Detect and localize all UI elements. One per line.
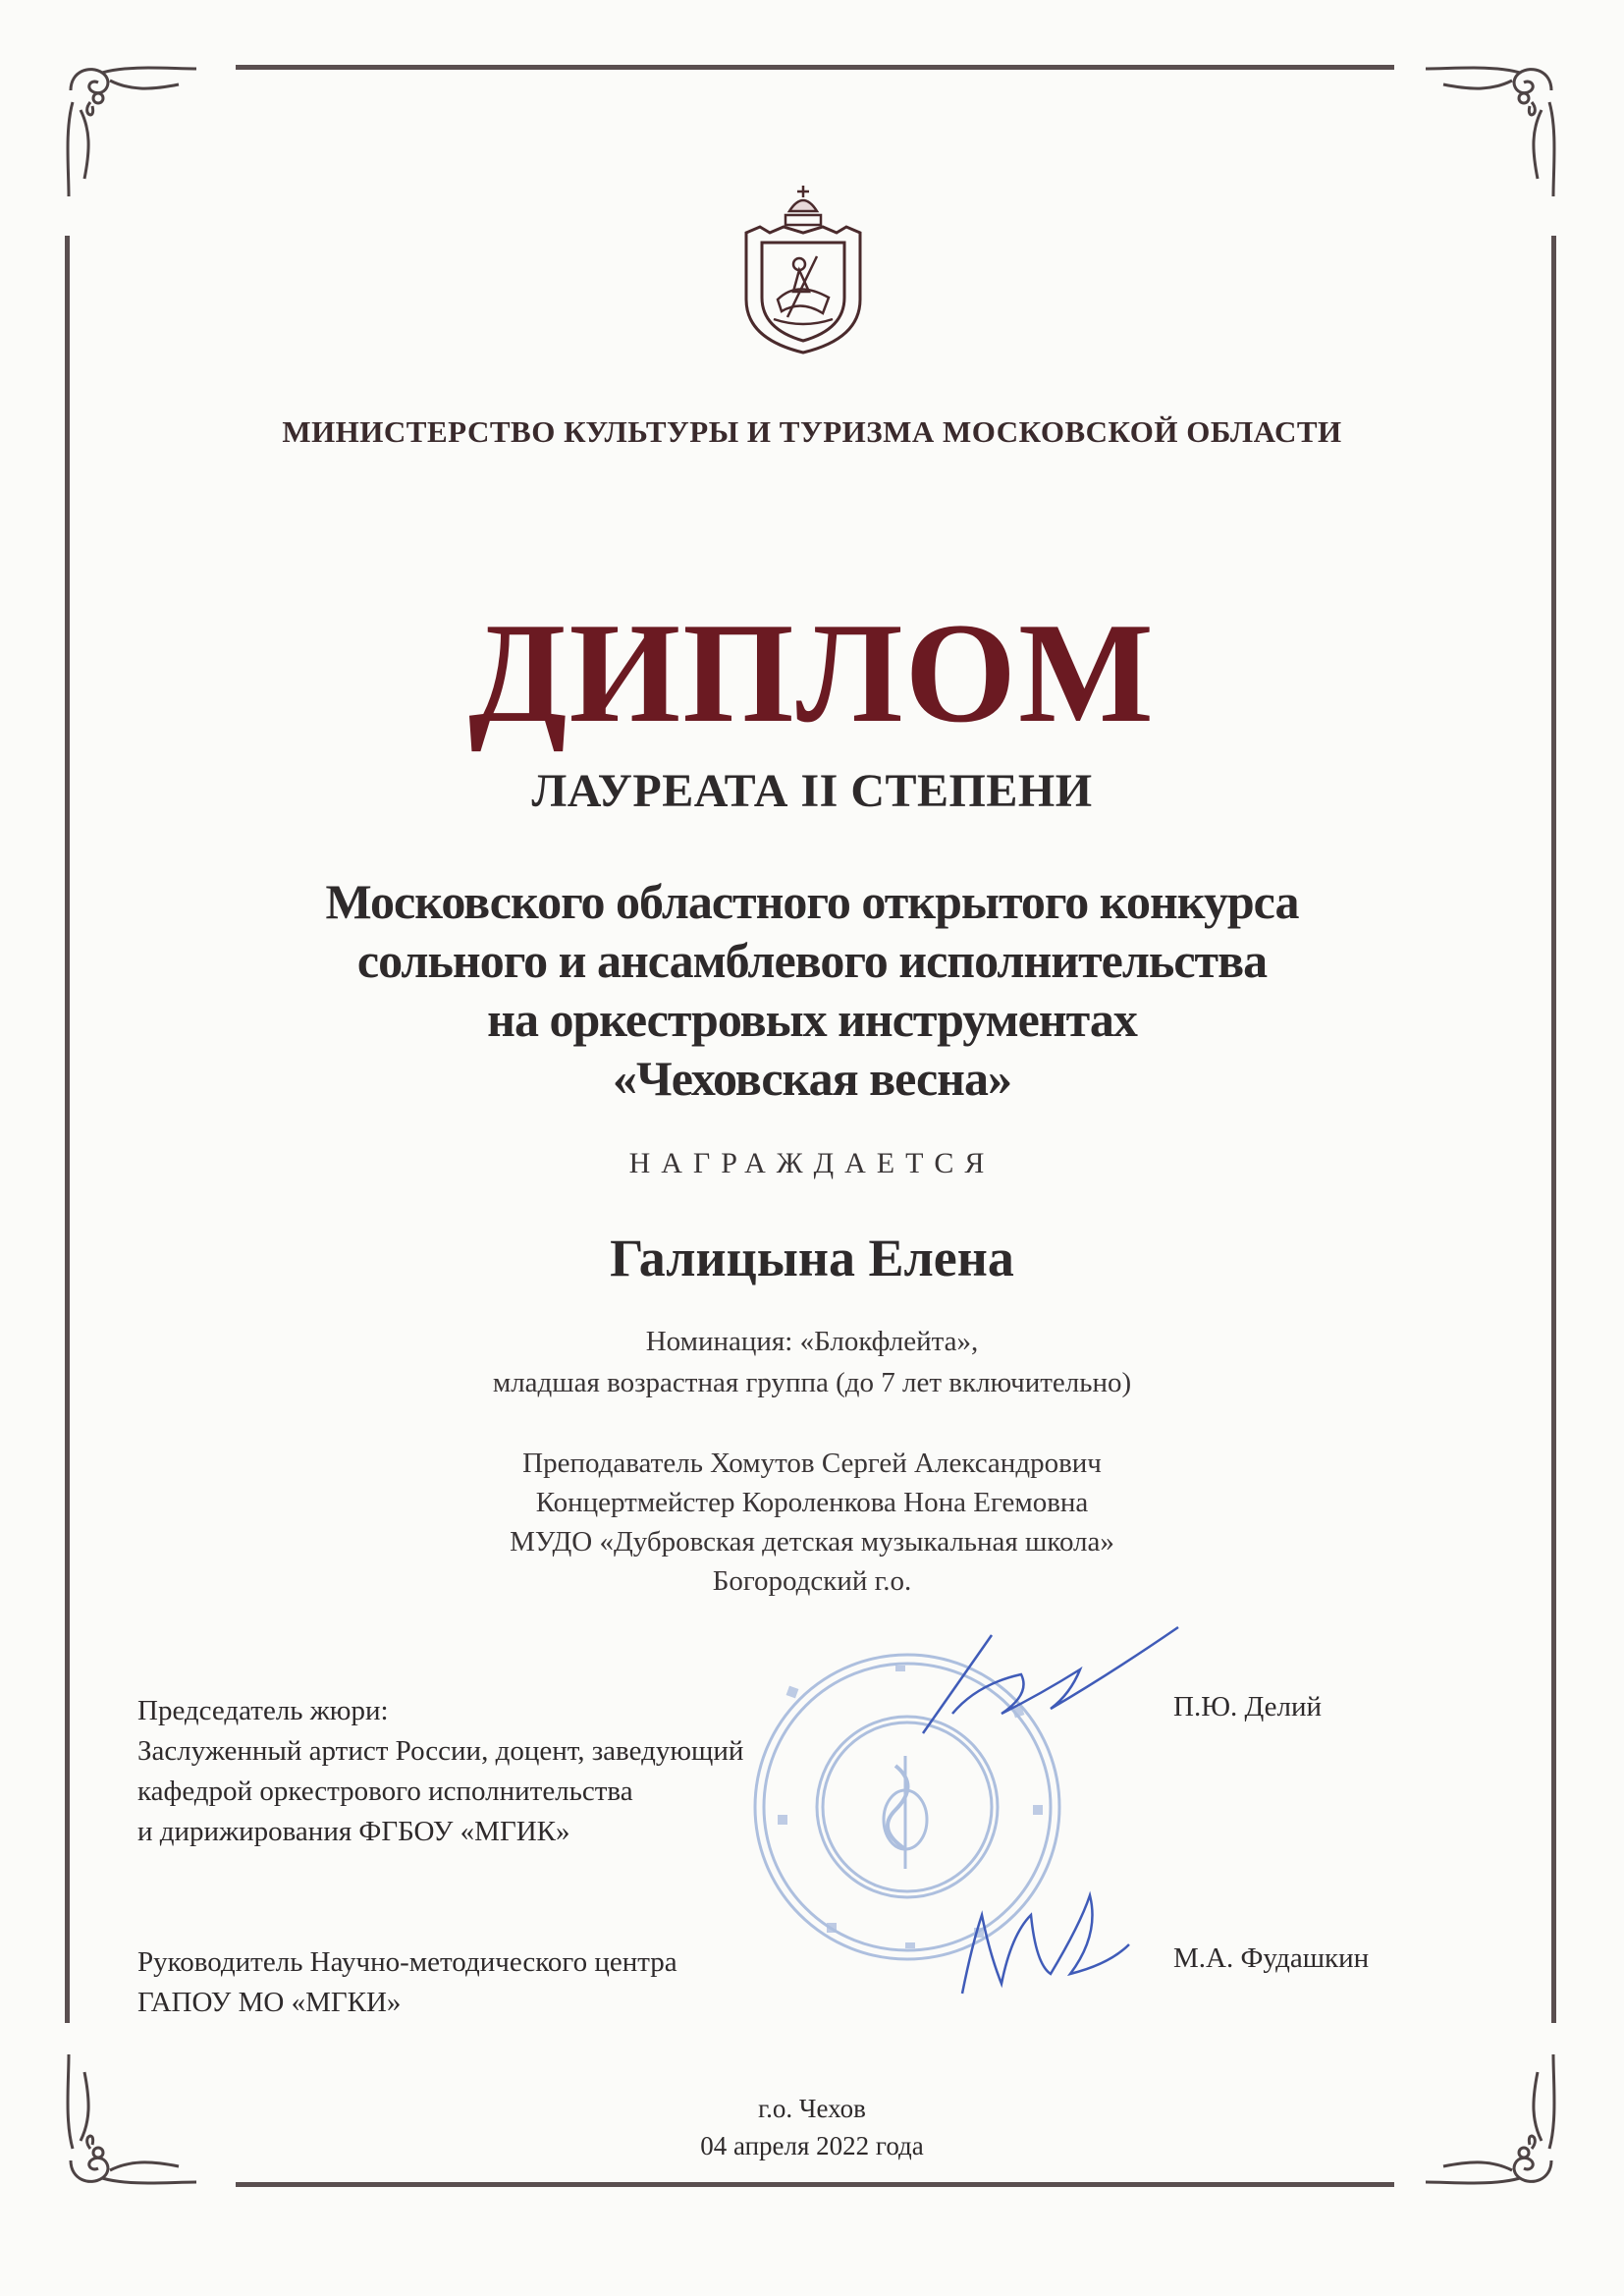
head-signature (943, 1856, 1139, 2013)
jury-chair-block (137, 1691, 743, 1852)
ministry-name: МИНИСТЕРСТВО КУЛЬТУРЫ И ТУРИЗМА МОСКОВСКОЙ ОБЛАСТИ (282, 414, 1342, 449)
teacher-line: Концертмейстер Короленкова Нона Егемовна (535, 1487, 1089, 1518)
jury-signature (884, 1625, 1198, 1763)
contest-name (0, 872, 1624, 1108)
frame-top-line (236, 65, 1394, 70)
nomination (0, 1321, 1624, 1403)
coat-of-arms-icon (738, 182, 868, 356)
head-line: ГАПОУ МО «МГКИ» (137, 1987, 402, 2018)
place: г.о. Чехов (758, 2094, 866, 2123)
nomination-line: Номинация: «Блокфлейта», (645, 1326, 979, 1357)
head-line: Руководитель Научно-методического центра (137, 1946, 677, 1978)
diploma-title: ДИПЛОМ (468, 593, 1156, 752)
center-head-block (137, 1942, 677, 2023)
contest-line: Московского областного открытого конкурса (325, 874, 1299, 929)
ornament-corner-top-left-icon (51, 51, 198, 198)
teacher-info (0, 1444, 1624, 1601)
center-head-name: М.А. Фудашкин (1173, 1942, 1370, 1974)
frame-bottom-line (236, 2182, 1394, 2187)
jury-line: Заслуженный артист России, доцент, заведующий (137, 1735, 744, 1767)
nomination-line: младшая возрастная группа (до 7 лет включительно) (492, 1367, 1132, 1398)
teacher-line: МУДО «Дубровская детская музыкальная школа» (510, 1526, 1114, 1558)
place-and-date (0, 2090, 1624, 2164)
recipient-name: Галицына Елена (610, 1229, 1014, 1287)
contest-line: на оркестровых инструментах (487, 992, 1137, 1047)
teacher-line: Богородский г.о. (712, 1565, 912, 1597)
contest-line: «Чеховская весна» (613, 1051, 1011, 1106)
jury-line: кафедрой оркестрового исполнительства (137, 1776, 633, 1807)
jury-line: и дирижирования ФГБОУ «МГИК» (137, 1816, 570, 1847)
date: 04 апреля 2022 года (700, 2131, 924, 2160)
contest-line: сольного и ансамблевого исполнительства (356, 933, 1268, 988)
ornament-corner-top-right-icon (1424, 51, 1571, 198)
frame-left-line (65, 236, 70, 2023)
frame-right-line (1551, 236, 1556, 2023)
awarded-label: НАГРАЖДАЕТСЯ (628, 1147, 996, 1179)
teacher-line: Преподаватель Хомутов Сергей Александрович (522, 1448, 1102, 1479)
jury-line: Председатель жюри: (137, 1695, 389, 1726)
diploma-degree: ЛАУРЕАТА II СТЕПЕНИ (531, 765, 1093, 817)
jury-chair-name: П.Ю. Делий (1173, 1691, 1323, 1722)
